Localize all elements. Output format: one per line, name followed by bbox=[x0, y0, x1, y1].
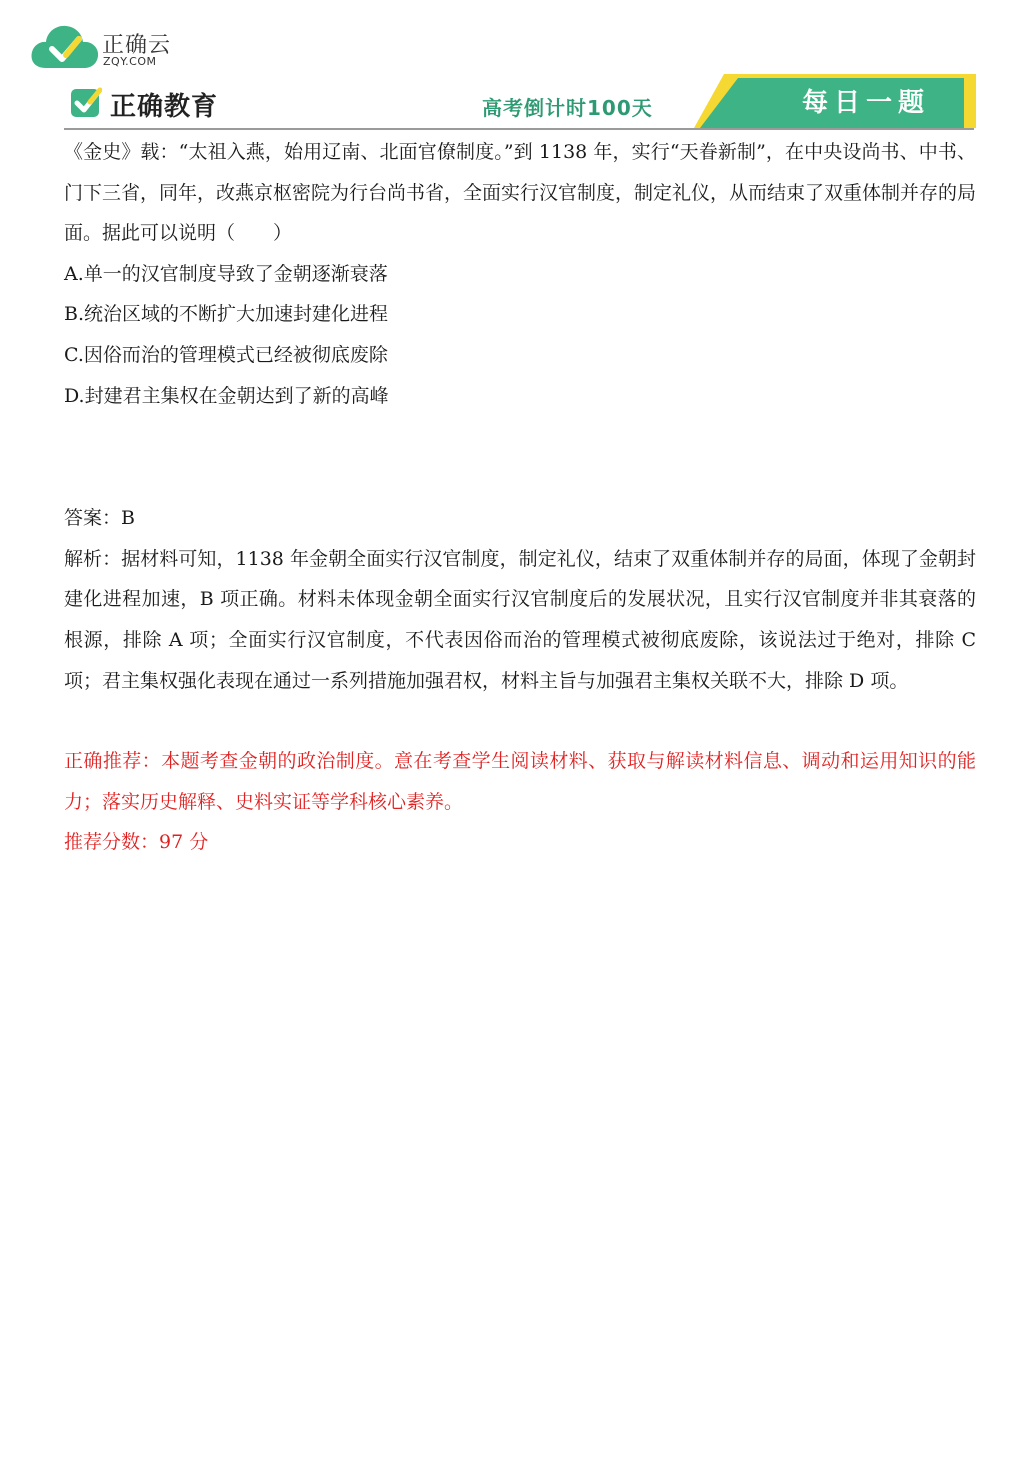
cloud-check-icon bbox=[30, 22, 100, 74]
spacer bbox=[64, 701, 976, 741]
analysis: 解析：据材料可知，1138 年金朝全面实行汉官制度，制定礼仪，结束了双重体制并存的局面，体现了金朝封建化进程加速，B 项正确。材料未体现金朝全面实行汉官制度后的发展状况，且实行汉官制度并非其衰落的根源，排除 A 项；全面实行汉官制度，不代表因俗而治的管理模式被彻底废除，该说法过于绝对，排除 C 项；君主集权强化表现在通过一系列措施加强君权，材料主旨与加强君主集权关联不大，排除 D 项。 bbox=[64, 547, 976, 692]
question-stem: 《金史》载：“太祖入燕，始用辽南、北面官僚制度。”到 1138 年，实行“天眷新制”，在中央设尚书、中书、门下三省，同年，改燕京枢密院为行台尚书省，全面实行汉官制度，制定礼仪，从而结束了双重体制并存的局面。据此可以说明（ ） bbox=[64, 141, 977, 245]
daily-label: 每日一题 bbox=[801, 88, 930, 118]
option-d: D.封建君主集权在金朝达到了新的高峰 bbox=[64, 384, 389, 407]
zqy-logo bbox=[30, 22, 180, 74]
header-divider bbox=[64, 128, 974, 130]
checkbox-icon bbox=[70, 86, 102, 118]
logo-name-en: ZQY.COM bbox=[103, 55, 157, 68]
brand-name: 正确教育 bbox=[110, 92, 219, 122]
option-c: C.因俗而治的管理模式已经被彻底废除 bbox=[64, 343, 388, 366]
logo-name-cn: 正确云 bbox=[102, 33, 172, 58]
recommended-score: 推荐分数：97 分 bbox=[64, 831, 209, 854]
spacer bbox=[64, 416, 976, 498]
option-b: B.统治区域的不断扩大加速封建化进程 bbox=[64, 303, 389, 326]
header-bar bbox=[64, 74, 976, 132]
option-a: A.单一的汉官制度导致了金朝逐渐衰落 bbox=[64, 262, 388, 285]
answer: 答案：B bbox=[64, 507, 135, 530]
recommendation: 正确推荐：本题考查金朝的政治制度。意在考查学生阅读材料、获取与解读材料信息、调动和运用知识的能力；落实历史解释、史料实证等学科核心素养。 bbox=[64, 750, 976, 813]
countdown-label: 高考倒计时100天 bbox=[482, 96, 653, 120]
question-content bbox=[64, 132, 976, 863]
